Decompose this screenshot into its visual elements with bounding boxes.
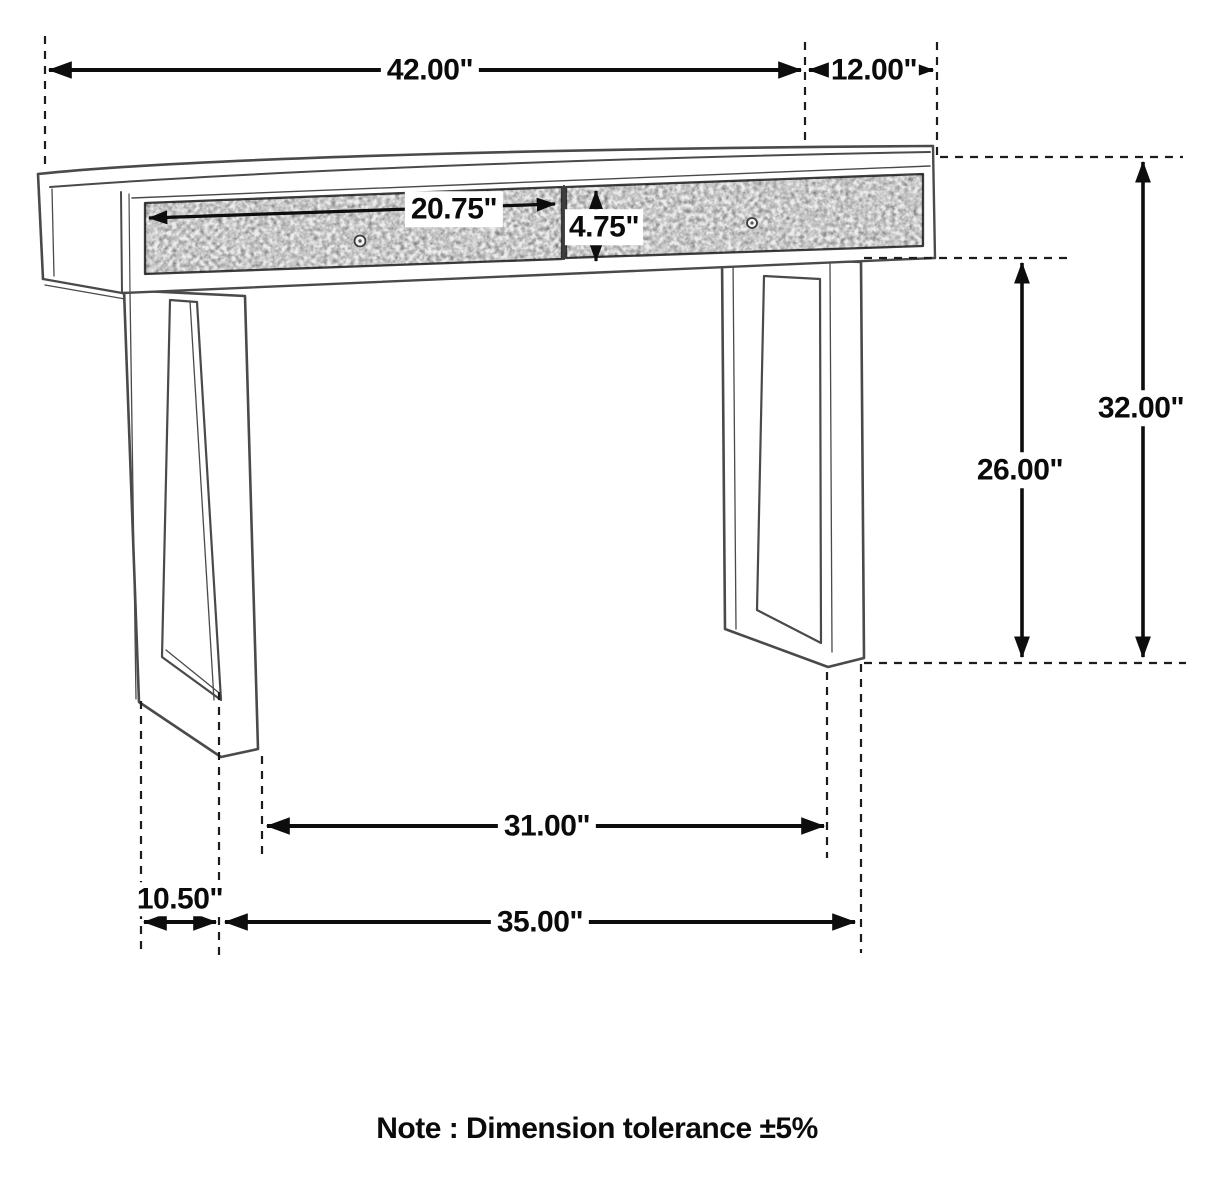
dim-label-drawer-height: 4.75" [565,209,643,245]
dim-label-top-depth: 12.00" [830,53,918,87]
right-drawer-knob-dot [750,221,753,224]
dim-label-drawer-width: 20.75" [405,191,503,227]
dim-label-underside-clearance: 26.00" [971,452,1069,488]
dim-label-inner-leg-span: 31.00" [498,808,596,844]
right-leg-inner-cutout [757,276,821,643]
right-leg [722,256,864,667]
dim-label-overall-height: 32.00" [1092,390,1190,426]
left-leg [124,290,258,757]
left-drawer-knob-dot [358,239,361,242]
table-drawing [38,146,935,757]
front-left-corner-edge [121,192,122,293]
dim-label-top-width: 42.00" [381,52,479,88]
dim-label-leg-base-depth: 10.50" [136,882,224,916]
tolerance-note: Note : Dimension tolerance ±5% [376,1112,818,1145]
dim-label-outer-leg-span: 35.00" [491,904,589,940]
